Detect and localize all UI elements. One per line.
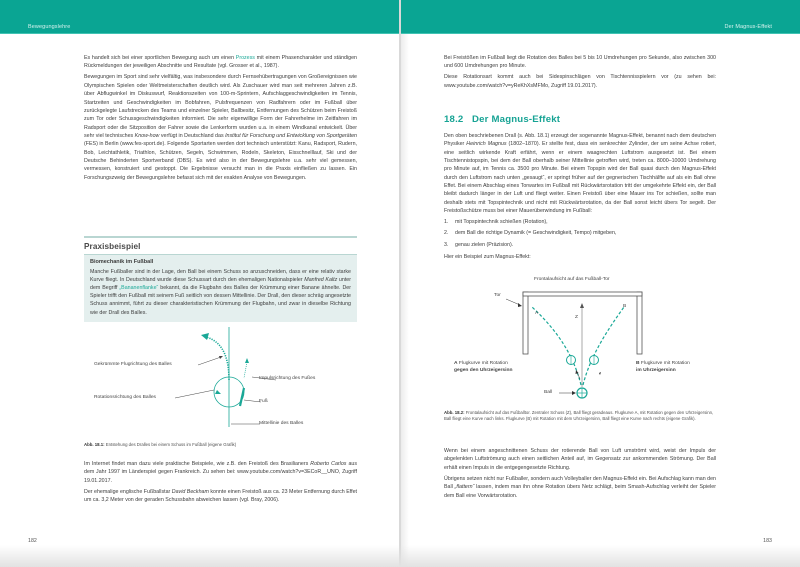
box-text: Manche Fußballer sind in der Lage, den Ball bei einem Schuss so anzuschneiden, dass er eine relativ starke Kurve fliegt. In Deutschland wurde diese Schussart durch den ehemaligen Nationalspieler Manfred Kaltz unter dem Begriff „Bananenflanke“ bekannt, da die Flugbahn des Balles der Krümmung einer Banane ähnelte. Der Spieler trifft den Fußball mit seinem Fuß seitlich von dessen Mittellinie. Der Drall, den dieser schräg angesetzte Schuss annimmt, führt zu dieser charakteristischen Krümmung der Flugbahn, und zwar in dieselbe Richtung wie der Drall des Balles. [90,268,351,316]
numbered-list [444,218,716,249]
list-item: 3. genau zielen (Präzision). [444,241,514,248]
page-number: 183 [763,538,772,544]
header-band [401,0,800,34]
marker-z: Z [575,315,578,320]
figure-caption: Abb. 18.1: Entstehung des Dralles bei einem Schuss im Fußball (eigene Grafik) [84,442,237,447]
paragraph: Übrigens setzen nicht nur Fußballer, sondern auch Volleyballer den Magnus-Effekt ein. Bei Aufschlag kann man den Ball „flattern“ lassen, indem man ihn ohne Rotation übers Netz schlägt, beim Smash-Aufschlag verleiht der Spieler dem Ball eine Vorwärtsrotation. [444,475,716,499]
body-text-after-figure [84,460,357,507]
paragraph: Den oben beschriebenen Drall (s. Abb. 18.1) erzeugt der sogenannte Magnus-Effekt, benannt nach dem deutschen Physiker Heinrich Magnus (1802–1870). Er stellte fest, dass ein senkrechter Zylinder, der um seine Achse rotiert, eine seitlich wirkende Kraft erfährt, wenn er einem waagrechten Luftstrom ausgesetzt ist. Bei einem Tischtennistopspin, bei dem der Ball oberhalb seiner Mittellinie getroffen wird, treten ca. 8000–10000 Umdrehung pro Minute auf, im Tennis ca. 3500 pro Minute. Bei einem Topspin wird der Ball quasi durch den Magnus-Effekt durch den Luftstrom nach unten „gesaugt“, er springt früher auf der gegnerischen Tischhälfte auf als ein Ball ohne Effet. Bei einem Abschlag eines Torwartes im Fußball mit Rückwärtsrotation tritt der umgekehrte Effekt ein, der Ball bleibt dadurch länger in der Luft und fliegt weiter. Einen Freistoß über eine Mauer ins Tor schießen, sollte man deshalb stets mit Topspintechnik und nicht mit Rückwärtsrotation, da der Ball sonst leicht übers Tor segelt. Der Freistoßschütze muss bei einer Mauerüberwindung im Fußball: [444,133,716,215]
paragraph: Diese Rotationsart kommt auch bei Sidespinschlägen von Tischtennisspielern vor (zu sehen bei: www.youtube.com/watch?v=yReKhXsMFMo, Zugriff 19.01.2017). [444,74,716,89]
paragraph: Wenn bei einem angeschnittenen Schuss der rotierende Ball von Luft umströmt wird, weist der Impuls der abgelenkten Luftströmung auch einen seitlichen Anteil auf, im Gegensatz zur ankommenden Strömung. Der Ball erhält einen Impuls in die entgegengesetzte Richtung. [444,448,716,471]
closing-text [444,447,716,503]
label-impulse: Impulsrichtung des Fußes [259,376,316,381]
section-title: Der Magnus-Effekt [472,114,561,125]
section-number: 18.2 [444,114,464,125]
section-heading [444,114,560,125]
label-ball: Ball [544,390,553,395]
label-foot: Fuß [259,399,268,404]
practice-example-title: Praxisbeispiel [84,241,141,251]
body-text [84,54,357,185]
marker-b: B [623,304,627,309]
practice-example-box [84,236,357,322]
legend-b: B Flugkurve mit Rotation im Uhrzeigersinn [636,361,690,373]
glossary-link[interactable]: Prozess [235,55,255,61]
label-goal: Tor [494,293,501,298]
header-band [0,0,399,34]
practice-example-content [84,254,357,322]
legend-a: A Flugkurve mit Rotation gegen den Uhrzeigersinn [454,361,513,373]
figure-ball-spin [84,320,357,448]
intro-text [444,54,716,93]
goal-diagram [444,277,716,402]
running-head: Bewegungslehre [28,24,71,30]
list-item: 1. mit Topspintechnik schießen (Rotation), [444,219,548,226]
page-183 [401,0,800,567]
paragraph: Im Internet findet man dazu viele praktische Beispiele, wie z.B. den Freistoß des Brasilianers Roberto Carlos aus dem Jahr 1997 im Länderspiel gegen Frankreich. Zu sehen bei: www.youtube.com/watch?v=3ECoR__UNO, Zugriff 19.01.2017. [84,461,358,484]
box-heading: Biomechanik im Fußball [90,258,154,265]
figure-title: Frontalaufsicht auf das Fußball-Tor [534,277,610,282]
label-rotation: Rotationsrichtung des Balles [94,395,156,400]
figure-caption: Abb. 18.2: Frontalaufsicht auf das Fußballtor. Zentraler Schuss (Z), Ball fliegt geradeaus. Flugkurve A, mit Rotation gegen den Uhrzeigersinn, Ball fliegt eine Kurve nach links. Flugkurve (B) mit Rotation mit dem Uhrzeigersinn, Ball fliegt eine Kurve nach rechts (eigene Grafik). [444,410,714,422]
paragraph: Bewegungen im Sport sind sehr vielfältig, was insbesondere durch Fernsehübertragungen von Großereignissen wie Olympischen Spielen oder Weltmeisterschaften deutlich wird. Als Zuschauer wird man seit mehreren Jahren z.B. über Abflugwinkel im Diskuswurf, Reaktionszeiten von 100-m-Sprintern, Aufschlaggeschwindigkeiten im Tennis, Startzeiten und Geschwindigkeiten im Bobfahren, Pulsfrequenzen von Radfahrern oder im Fußball über zurückgelegte Laufstrecken des Teams und einzelner Spieler, Ballbesitz, Entfernungen des Schützen beim Freistoß zum Tor oder Schussgeschwindigkeiten informiert. Die sehr eigenwillige Form der Fahrerhelme im Zeitfahren im Radsport oder die Sitzposition der Fahrer sowie die Lenkerform wurden u.a. in einem Windkanal entwickelt. Über sehr viel technisches Know-how verfügt in Deutschland das Institut für Forschung und Entwicklung von Sportgeräten (FES) in Berlin (www.fes-sport.de). Folgende Sportarten werden dort technisch unterstützt: Kanu, Radsport, Rudern, Bob, Leichtathletik, Triathlon, Schützen, Segeln, Schwimmen, Rodeln, Skeleton, Eisschnelllauf, Ski und der Deutsche Behinderten Sportverband (DBS). Es wird also in der Bewegungslehre u.a. sehr viel gemessen, vermessen, konstruiert und gestoppt. Die Ergebnisse versucht man in die Praxis einfließen zu lassen. Ein Forschungszweig der Bewegungslehre befasst sich mit der exakten Analyse von Bewegungen. [84,74,357,181]
glossary-link[interactable]: „Bananenflanke“ [119,284,159,291]
list-item: 2. dem Ball die richtige Dynamik (= Geschwindigkeit, Tempo) mitgeben, [444,230,617,237]
page-182 [0,0,399,567]
page-number: 182 [28,538,37,544]
paragraph: Der ehemalige englische Fußballstar David Beckham konnte einen Freistoß aus ca. 23 Meter Entfernung durch Effet um ca. 3,2 Meter von der geraden Schussbahn abweichen lassen (vgl. Bray, 2006). [84,488,357,504]
gutter-shadow [401,34,409,567]
ball-spin-diagram [84,320,357,448]
figure-magnus-goal [444,277,716,402]
paragraph: Es handelt sich bei einer sportlichen Bewegung auch um einen Prozess mit einem Phasencharakter und ständigen Rückmeldungen der jeweiligen Abschnitte und Resultate (vgl. Grosser et al., 1987). [84,55,358,70]
label-curved-path: Gekrümmte Flugrichtung des Balles [94,362,172,367]
paragraph: Bei Freistößen im Fußball liegt die Rotation des Balles bei 5 bis 10 Umdrehungen pro Sekunde, also zwischen 300 und 600 Umdrehungen pro Minute. [444,55,716,70]
section-body [444,132,716,264]
page-bottom-shadow [0,545,800,567]
running-head: Der Magnus-Effekt [724,24,772,30]
label-centerline: Mittellinie des Balles [259,421,304,426]
paragraph: Hier ein Beispiel zum Magnus-Effekt: [444,253,531,260]
marker-a: A [535,311,539,316]
